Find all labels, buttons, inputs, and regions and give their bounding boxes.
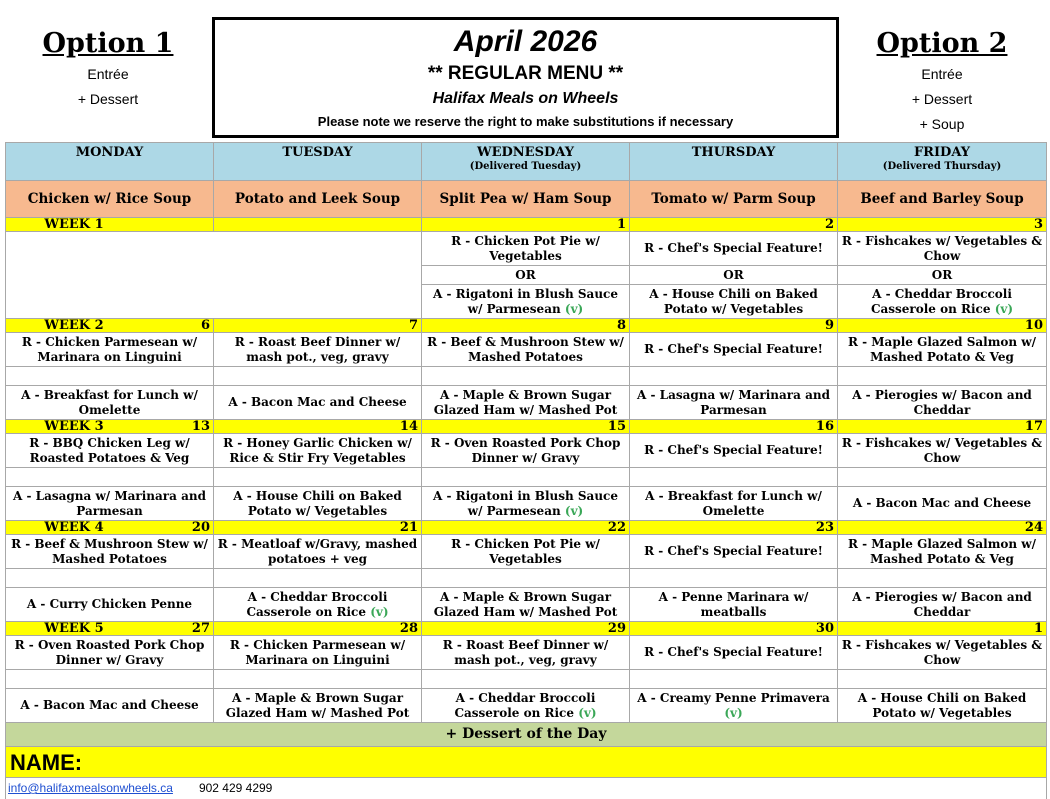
alternate-entree-cell[interactable] bbox=[630, 588, 838, 622]
alternate-entree-text: A - Cheddar Broccoli Casserole on Rice bbox=[454, 690, 596, 720]
alternate-entree-text: A - House Chili on Baked Potato w/ Vegetables bbox=[233, 488, 402, 518]
regular-entree-cell[interactable] bbox=[214, 636, 422, 670]
or-cell bbox=[630, 367, 838, 386]
alternate-entree-cell[interactable] bbox=[214, 588, 422, 622]
alternate-entree-text: A - Bacon Mac and Cheese bbox=[228, 395, 407, 409]
week-date-cell bbox=[630, 521, 838, 535]
week-date-cell bbox=[422, 420, 630, 434]
regular-entree-text: R - Oven Roasted Pork Chop Dinner w/ Gravy bbox=[430, 435, 621, 465]
alternate-entree-text: A - Lasagna w/ Marinara and Parmesan bbox=[13, 488, 206, 518]
week-date-cell bbox=[6, 218, 214, 232]
or-cell bbox=[838, 367, 1047, 386]
weekday-header-cell bbox=[422, 143, 630, 181]
regular-entree-text: R - Beef & Mushroon Stew w/ Mashed Potatoes bbox=[11, 536, 208, 566]
regular-entree-text: R - Chef's Special Feature! bbox=[644, 443, 823, 457]
regular-entree-text: R - Chicken Parmesean w/ Marinara on Linguini bbox=[21, 334, 198, 364]
week-row bbox=[6, 319, 1047, 333]
regular-entree-cell[interactable] bbox=[838, 535, 1047, 569]
day-number: 6 bbox=[200, 318, 210, 333]
vegetarian-mark: (v) bbox=[564, 503, 584, 518]
regular-entree-text: R - Chef's Special Feature! bbox=[644, 342, 823, 356]
weekday-name: TUESDAY bbox=[282, 145, 353, 160]
week-label: WEEK 5 bbox=[44, 621, 104, 636]
week-date-cell bbox=[630, 622, 838, 636]
regular-entree-cell[interactable] bbox=[6, 535, 214, 569]
week-date-cell bbox=[838, 218, 1047, 232]
day-number: 7 bbox=[408, 318, 418, 333]
regular-entree-cell[interactable] bbox=[6, 434, 214, 468]
soup-name: Tomato w/ Parm Soup bbox=[651, 190, 816, 207]
week-date-cell bbox=[838, 521, 1047, 535]
week-row bbox=[6, 622, 1047, 636]
day-number: 21 bbox=[399, 520, 418, 535]
menu-header-box bbox=[212, 17, 839, 138]
week-date-cell bbox=[6, 420, 214, 434]
menu-subtitle: ** REGULAR MENU ** bbox=[427, 63, 624, 84]
soup-name: Potato and Leek Soup bbox=[234, 190, 401, 207]
or-cell bbox=[422, 367, 630, 386]
dessert-row bbox=[6, 723, 1047, 747]
alternate-entree-cell[interactable] bbox=[422, 689, 630, 723]
regular-entree-text: R - Roast Beef Dinner w/ mash pot., veg, gravy bbox=[234, 334, 401, 364]
regular-entree-row bbox=[6, 333, 1047, 367]
day-number: 3 bbox=[1033, 217, 1043, 232]
option-2-title: Option 2 bbox=[876, 28, 1008, 59]
regular-entree-cell[interactable] bbox=[630, 434, 838, 468]
week-label: WEEK 4 bbox=[44, 520, 104, 535]
weekday-header-cell bbox=[6, 143, 214, 181]
day-number: 28 bbox=[399, 621, 418, 636]
alternate-entree-cell[interactable] bbox=[630, 285, 838, 319]
day-number: 15 bbox=[607, 419, 626, 434]
alternate-entree-cell[interactable] bbox=[422, 285, 630, 319]
alternate-entree-text: A - Cheddar Broccoli Casserole on Rice bbox=[246, 589, 388, 619]
or-cell bbox=[214, 367, 422, 386]
alternate-entree-text: A - House Chili on Baked Potato w/ Vegetables bbox=[649, 286, 818, 316]
alternate-entree-text: A - Bacon Mac and Cheese bbox=[852, 496, 1032, 510]
or-cell bbox=[838, 670, 1047, 689]
phone-number: 902 429 4299 bbox=[198, 781, 273, 795]
alternate-entree-cell[interactable] bbox=[630, 386, 838, 420]
week-date-cell bbox=[214, 622, 422, 636]
alternate-entree-cell[interactable] bbox=[838, 487, 1047, 521]
or-row bbox=[6, 367, 1047, 386]
regular-entree-cell[interactable] bbox=[422, 636, 630, 670]
regular-entree-cell[interactable] bbox=[838, 333, 1047, 367]
option-1-line: + Dessert bbox=[77, 91, 139, 107]
week-date-cell bbox=[6, 521, 214, 535]
week-row bbox=[6, 420, 1047, 434]
day-number: 27 bbox=[191, 621, 210, 636]
regular-entree-text: R - Meatloaf w/Gravy, mashed potatoes + veg bbox=[217, 536, 418, 566]
day-number: 14 bbox=[399, 419, 418, 434]
or-cell bbox=[6, 468, 214, 487]
regular-entree-cell[interactable] bbox=[838, 232, 1047, 266]
regular-entree-text: R - Fishcakes w/ Vegetables & Chow bbox=[841, 233, 1043, 263]
regular-entree-cell[interactable] bbox=[838, 434, 1047, 468]
regular-entree-cell[interactable] bbox=[422, 232, 630, 266]
regular-entree-cell[interactable] bbox=[422, 333, 630, 367]
week-date-cell bbox=[422, 218, 630, 232]
vegetarian-mark: (v) bbox=[370, 604, 389, 619]
alternate-entree-text: A - Bacon Mac and Cheese bbox=[20, 698, 199, 712]
regular-entree-row bbox=[6, 434, 1047, 468]
week-date-cell bbox=[214, 218, 422, 232]
week-date-cell bbox=[630, 420, 838, 434]
week-label: WEEK 1 bbox=[44, 217, 104, 232]
delivery-note: (Delivered Tuesday) bbox=[469, 161, 582, 172]
soup-cell bbox=[214, 181, 422, 218]
week-date-cell bbox=[214, 319, 422, 333]
alternate-entree-text: A - Lasagna w/ Marinara and Parmesan bbox=[637, 387, 830, 417]
alternate-entree-cell[interactable] bbox=[422, 588, 630, 622]
soup-cell bbox=[6, 181, 214, 218]
option-2-line: + Dessert bbox=[911, 91, 973, 107]
alternate-entree-text: A - Breakfast for Lunch w/ Omelette bbox=[21, 387, 198, 417]
dessert-label: + Dessert of the Day bbox=[445, 726, 607, 742]
regular-entree-cell[interactable] bbox=[630, 232, 838, 266]
or-label: OR bbox=[931, 267, 953, 282]
contact-cell bbox=[6, 778, 1047, 799]
vegetarian-mark: (v) bbox=[994, 301, 1014, 316]
alternate-entree-cell[interactable] bbox=[6, 689, 214, 723]
day-number: 1 bbox=[616, 217, 626, 232]
alternate-entree-cell[interactable] bbox=[838, 689, 1047, 723]
day-number: 20 bbox=[191, 520, 210, 535]
weekday-header-cell bbox=[214, 143, 422, 181]
alternate-entree-cell[interactable] bbox=[214, 386, 422, 420]
regular-entree-cell[interactable] bbox=[838, 636, 1047, 670]
alternate-entree-cell[interactable] bbox=[838, 386, 1047, 420]
menu-calendar-table bbox=[5, 142, 1047, 799]
weekday-header-cell bbox=[630, 143, 838, 181]
or-label: OR bbox=[515, 267, 536, 282]
name-label: NAME: bbox=[10, 749, 83, 775]
day-number: 2 bbox=[824, 217, 834, 232]
alternate-entree-text: A - Maple & Brown Sugar Glazed Ham w/ Mashed Pot bbox=[433, 589, 618, 619]
or-cell bbox=[6, 569, 214, 588]
week-date-cell bbox=[6, 319, 214, 333]
email-link[interactable]: info@halifaxmealsonwheels.ca bbox=[8, 781, 173, 795]
weekday-name: MONDAY bbox=[75, 145, 144, 160]
vegetarian-mark: (v) bbox=[724, 705, 743, 720]
or-row bbox=[6, 670, 1047, 689]
or-cell bbox=[422, 670, 630, 689]
soup-cell bbox=[630, 181, 838, 218]
alternate-entree-text: A - Maple & Brown Sugar Glazed Ham w/ Mashed Pot bbox=[225, 690, 410, 720]
day-number: 17 bbox=[1024, 419, 1043, 434]
alternate-entree-row bbox=[6, 588, 1047, 622]
regular-entree-cell[interactable] bbox=[6, 636, 214, 670]
or-cell bbox=[838, 569, 1047, 588]
regular-entree-row bbox=[6, 232, 1047, 266]
day-number: 13 bbox=[191, 419, 210, 434]
option-2-line: Entrée bbox=[921, 66, 963, 82]
name-field[interactable] bbox=[6, 747, 1047, 778]
day-number: 24 bbox=[1024, 520, 1043, 535]
week-date-cell bbox=[422, 319, 630, 333]
or-cell bbox=[630, 266, 838, 285]
menu-title: April 2026 bbox=[453, 25, 598, 58]
week-date-cell bbox=[422, 521, 630, 535]
alternate-entree-cell[interactable] bbox=[6, 588, 214, 622]
substitution-note: Please note we reserve the right to make substitutions if necessary bbox=[317, 114, 734, 129]
regular-entree-row bbox=[6, 636, 1047, 670]
alternate-entree-text: A - Curry Chicken Penne bbox=[26, 597, 193, 611]
day-number: 23 bbox=[815, 520, 834, 535]
regular-entree-text: R - Maple Glazed Salmon w/ Mashed Potato & Veg bbox=[847, 334, 1037, 364]
alternate-entree-cell[interactable] bbox=[838, 588, 1047, 622]
alternate-entree-cell[interactable] bbox=[214, 689, 422, 723]
week-date-cell bbox=[214, 521, 422, 535]
soup-name: Chicken w/ Rice Soup bbox=[27, 190, 192, 207]
dessert-cell bbox=[6, 723, 1047, 747]
soup-name: Split Pea w/ Ham Soup bbox=[439, 190, 612, 207]
or-row bbox=[6, 569, 1047, 588]
or-cell bbox=[214, 468, 422, 487]
regular-entree-text: R - Chicken Pot Pie w/ Vegetables bbox=[451, 536, 600, 566]
or-cell bbox=[422, 468, 630, 487]
regular-entree-text: R - Chicken Parmesean w/ Marinara on Linguini bbox=[229, 637, 406, 667]
day-number: 1 bbox=[1033, 621, 1043, 636]
or-label: OR bbox=[723, 267, 744, 282]
alternate-entree-row bbox=[6, 689, 1047, 723]
alternate-entree-cell[interactable] bbox=[214, 487, 422, 521]
or-cell bbox=[6, 670, 214, 689]
day-number: 22 bbox=[607, 520, 626, 535]
or-row bbox=[6, 468, 1047, 487]
weekday-name: THURSDAY bbox=[691, 145, 776, 160]
soup-row bbox=[6, 181, 1047, 218]
organization-name: Halifax Meals on Wheels bbox=[432, 90, 619, 107]
soup-cell bbox=[838, 181, 1047, 218]
alternate-entree-text: A - Creamy Penne Primavera bbox=[637, 690, 830, 705]
alternate-entree-cell[interactable] bbox=[422, 386, 630, 420]
regular-entree-cell[interactable] bbox=[6, 333, 214, 367]
or-cell bbox=[422, 569, 630, 588]
day-number: 8 bbox=[616, 318, 626, 333]
regular-entree-text: R - Honey Garlic Chicken w/ Rice & Stir Fry Vegetables bbox=[223, 435, 412, 465]
week-row bbox=[6, 521, 1047, 535]
day-number: 29 bbox=[607, 621, 626, 636]
day-number: 9 bbox=[824, 318, 834, 333]
or-cell bbox=[6, 367, 214, 386]
contact-row bbox=[6, 778, 1047, 799]
or-cell bbox=[214, 670, 422, 689]
or-cell bbox=[630, 670, 838, 689]
regular-entree-text: R - Chef's Special Feature! bbox=[644, 544, 823, 558]
option-1-line: Entrée bbox=[87, 66, 129, 82]
day-number: 10 bbox=[1024, 318, 1043, 333]
empty-menu-cell bbox=[6, 232, 422, 319]
alternate-entree-text: A - Rigatoni in Blush Sauce w/ Parmesean bbox=[432, 286, 618, 316]
regular-entree-cell[interactable] bbox=[422, 434, 630, 468]
regular-entree-row bbox=[6, 535, 1047, 569]
alternate-entree-cell[interactable] bbox=[6, 386, 214, 420]
week-date-cell bbox=[630, 319, 838, 333]
week-date-cell bbox=[838, 420, 1047, 434]
option-2-line: + Soup bbox=[919, 116, 965, 132]
regular-entree-text: R - Beef & Mushroon Stew w/ Mashed Potatoes bbox=[427, 334, 624, 364]
alternate-entree-row bbox=[6, 487, 1047, 521]
alternate-entree-cell[interactable] bbox=[630, 689, 838, 723]
regular-entree-text: R - Oven Roasted Pork Chop Dinner w/ Gravy bbox=[14, 637, 205, 667]
regular-entree-cell[interactable] bbox=[214, 333, 422, 367]
soup-cell bbox=[422, 181, 630, 218]
regular-entree-text: R - Chef's Special Feature! bbox=[644, 241, 823, 255]
weekday-name: FRIDAY bbox=[913, 145, 971, 160]
alternate-entree-text: A - Penne Marinara w/ meatballs bbox=[658, 589, 809, 619]
regular-entree-text: R - BBQ Chicken Leg w/ Roasted Potatoes & Veg bbox=[29, 435, 190, 465]
regular-entree-cell[interactable] bbox=[630, 535, 838, 569]
alternate-entree-cell[interactable] bbox=[630, 487, 838, 521]
week-row bbox=[6, 218, 1047, 232]
alternate-entree-text: A - Cheddar Broccoli Casserole on Rice bbox=[870, 286, 1012, 316]
alternate-entree-cell[interactable] bbox=[6, 487, 214, 521]
week-date-cell bbox=[630, 218, 838, 232]
alternate-entree-text: A - Maple & Brown Sugar Glazed Ham w/ Mashed Pot bbox=[433, 387, 618, 417]
week-label: WEEK 3 bbox=[44, 419, 104, 434]
week-date-cell bbox=[6, 622, 214, 636]
vegetarian-mark: (v) bbox=[564, 301, 584, 316]
regular-entree-text: R - Fishcakes w/ Vegetables & Chow bbox=[841, 637, 1043, 667]
or-cell bbox=[422, 266, 630, 285]
regular-entree-text: R - Fishcakes w/ Vegetables & Chow bbox=[841, 435, 1043, 465]
alternate-entree-row bbox=[6, 386, 1047, 420]
regular-entree-text: R - Maple Glazed Salmon w/ Mashed Potato & Veg bbox=[847, 536, 1037, 566]
or-cell bbox=[838, 266, 1047, 285]
option-1-title: Option 1 bbox=[42, 28, 174, 59]
or-cell bbox=[838, 468, 1047, 487]
regular-entree-cell[interactable] bbox=[422, 535, 630, 569]
or-cell bbox=[630, 468, 838, 487]
regular-entree-text: R - Roast Beef Dinner w/ mash pot., veg, gravy bbox=[442, 637, 609, 667]
option-1-block bbox=[8, 26, 208, 112]
alternate-entree-text: A - Rigatoni in Blush Sauce w/ Parmesean bbox=[432, 488, 618, 518]
alternate-entree-text: A - House Chili on Baked Potato w/ Vegetables bbox=[857, 690, 1027, 720]
soup-name: Beef and Barley Soup bbox=[860, 190, 1024, 207]
delivery-note: (Delivered Thursday) bbox=[882, 161, 1002, 172]
week-date-cell bbox=[838, 319, 1047, 333]
alternate-entree-cell[interactable] bbox=[838, 285, 1047, 319]
regular-entree-text: R - Chef's Special Feature! bbox=[644, 645, 823, 659]
weekday-header-row bbox=[6, 143, 1047, 181]
name-row bbox=[6, 747, 1047, 778]
day-number: 16 bbox=[815, 419, 834, 434]
regular-entree-cell[interactable] bbox=[214, 434, 422, 468]
week-date-cell bbox=[838, 622, 1047, 636]
regular-entree-cell[interactable] bbox=[214, 535, 422, 569]
alternate-entree-cell[interactable] bbox=[422, 487, 630, 521]
or-cell bbox=[630, 569, 838, 588]
week-date-cell bbox=[214, 420, 422, 434]
regular-entree-cell[interactable] bbox=[630, 636, 838, 670]
alternate-entree-text: A - Pierogies w/ Bacon and Cheddar bbox=[852, 387, 1032, 417]
or-cell bbox=[214, 569, 422, 588]
alternate-entree-text: A - Pierogies w/ Bacon and Cheddar bbox=[852, 589, 1032, 619]
week-date-cell bbox=[422, 622, 630, 636]
week-label: WEEK 2 bbox=[44, 318, 104, 333]
weekday-header-cell bbox=[838, 143, 1047, 181]
alternate-entree-text: A - Breakfast for Lunch w/ Omelette bbox=[645, 488, 822, 518]
day-number: 30 bbox=[815, 621, 834, 636]
vegetarian-mark: (v) bbox=[578, 705, 597, 720]
regular-entree-text: R - Chicken Pot Pie w/ Vegetables bbox=[451, 233, 600, 263]
weekday-name: WEDNESDAY bbox=[477, 145, 574, 160]
regular-entree-cell[interactable] bbox=[630, 333, 838, 367]
option-2-block bbox=[842, 26, 1042, 137]
